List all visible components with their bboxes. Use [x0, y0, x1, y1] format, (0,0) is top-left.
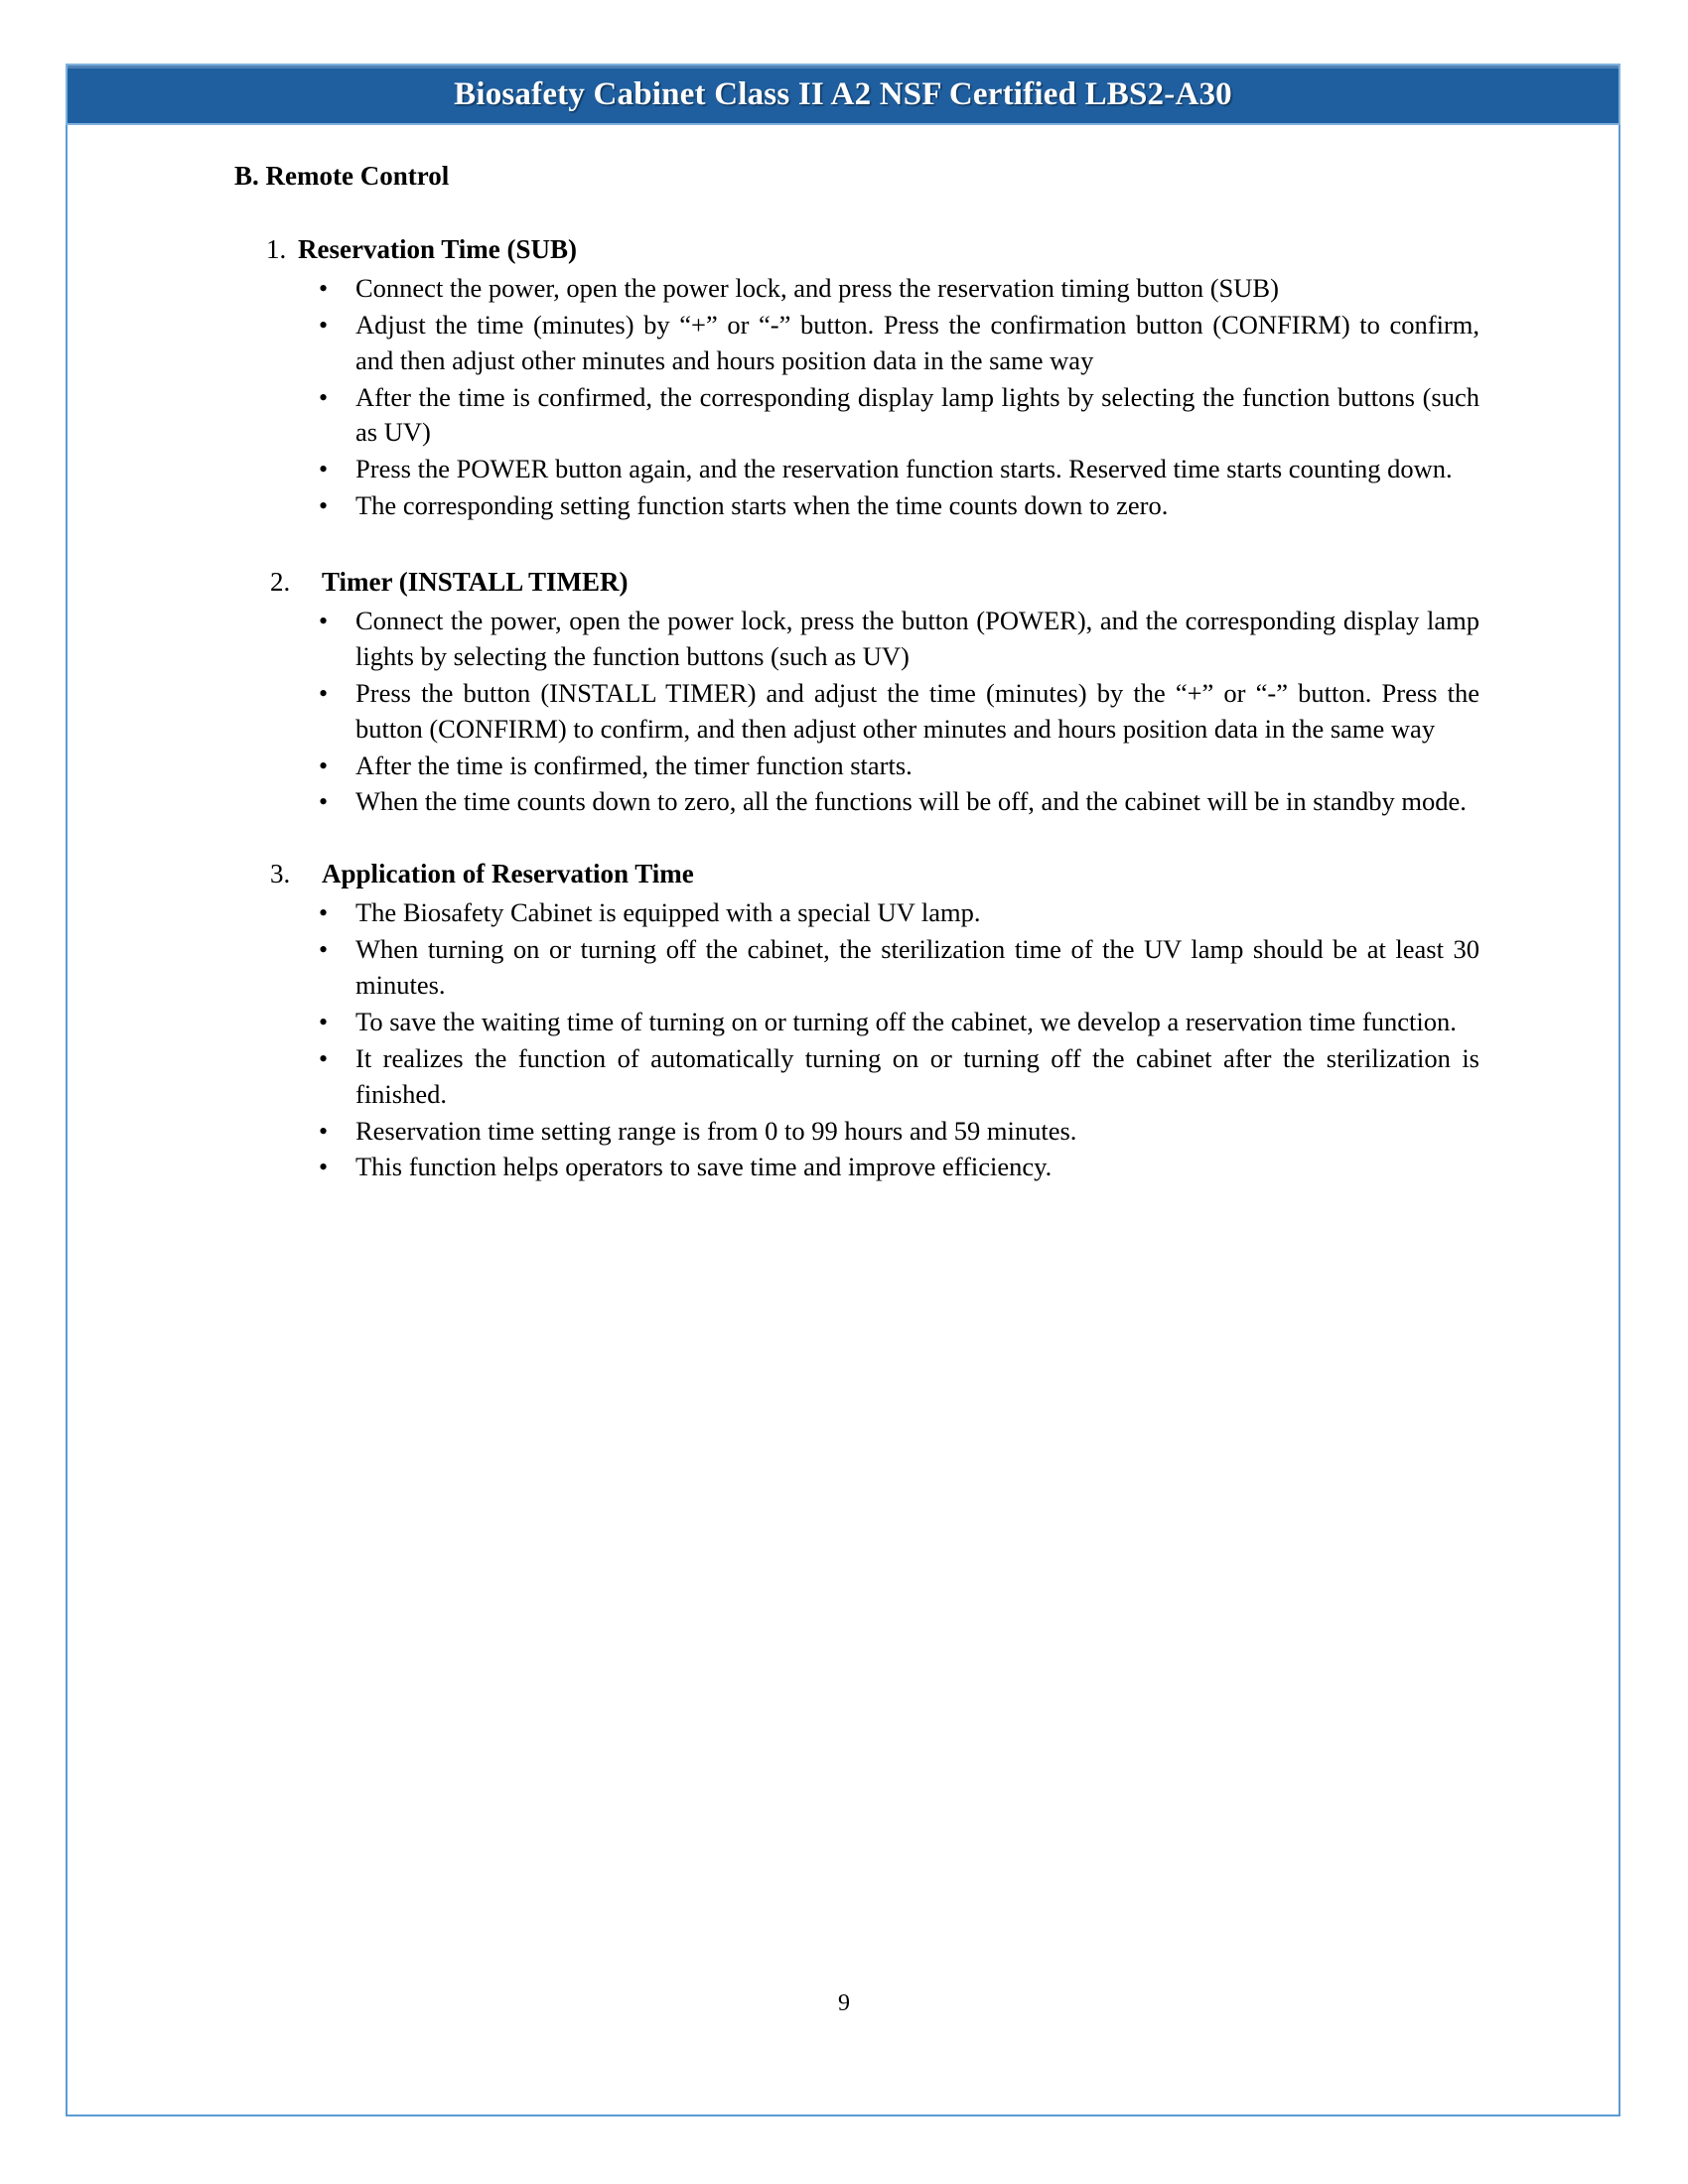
list-item: • After the time is confirmed, the timer function starts.	[355, 749, 1479, 784]
numbered-heading	[266, 233, 1688, 267]
list-item: • Connect the power, open the power lock, and press the reservation timing button (SUB)	[355, 271, 1479, 307]
list-item: • After the time is confirmed, the corresponding display lamp lights by selecting the function buttons (such as UV)	[355, 380, 1479, 452]
group-application-of-reservation-time	[0, 858, 1688, 1185]
numbered-heading	[270, 858, 1688, 891]
document-body	[0, 159, 1688, 1223]
page-title: Biosafety Cabinet Class II A2 NSF Certified LBS2-A30	[454, 75, 1232, 112]
page-number: 9	[838, 1990, 850, 2016]
list-heading-text: Timer (INSTALL TIMER)	[322, 567, 629, 598]
list-number: 2.	[270, 567, 291, 598]
bullet-list	[0, 895, 1688, 1185]
list-number: 3.	[270, 859, 291, 889]
list-item: • Reservation time setting range is from 0 to 99 hours and 59 minutes.	[355, 1114, 1479, 1150]
bullet-list	[0, 604, 1688, 820]
list-item: • It realizes the function of automatically turning on or turning off the cabinet after the sterilization is finished.	[355, 1041, 1479, 1113]
list-item: • This function helps operators to save time and improve efficiency.	[355, 1150, 1479, 1185]
list-heading-text: Application of Reservation Time	[322, 859, 694, 889]
list-item: • When turning on or turning off the cabinet, the sterilization time of the UV lamp should be at least 30 minutes.	[355, 932, 1479, 1004]
list-item: • Press the button (INSTALL TIMER) and adjust the time (minutes) by the “+” or “-” button. Press the button (CONFIRM) to confirm, and then adjust other minutes and hours position data in the same way	[355, 676, 1479, 748]
list-item: • Connect the power, open the power lock, press the button (POWER), and the corresponding display lamp lights by selecting the function buttons (such as UV)	[355, 604, 1479, 675]
list-number: 1.	[266, 234, 287, 265]
list-item: • When the time counts down to zero, all the functions will be off, and the cabinet will be in standby mode.	[355, 784, 1479, 820]
list-item: • Adjust the time (minutes) by “+” or “-” button. Press the confirmation button (CONFIRM) to confirm, and then adjust other minutes and hours position data in the same way	[355, 308, 1479, 379]
document-title-banner	[66, 64, 1620, 125]
list-item: • Press the POWER button again, and the reservation function starts. Reserved time starts counting down.	[355, 452, 1479, 487]
numbered-heading	[270, 566, 1688, 600]
bullet-list	[0, 271, 1688, 524]
list-item: • The corresponding setting function starts when the time counts down to zero.	[355, 488, 1479, 524]
group-reservation-time	[0, 233, 1688, 524]
list-heading-text: Reservation Time (SUB)	[298, 234, 577, 265]
section-heading-b: B. Remote Control	[234, 161, 450, 191]
list-item: • The Biosafety Cabinet is equipped with a special UV lamp.	[355, 895, 1479, 931]
list-item: • To save the waiting time of turning on or turning off the cabinet, we develop a reservation time function.	[355, 1005, 1479, 1040]
group-timer	[0, 566, 1688, 820]
